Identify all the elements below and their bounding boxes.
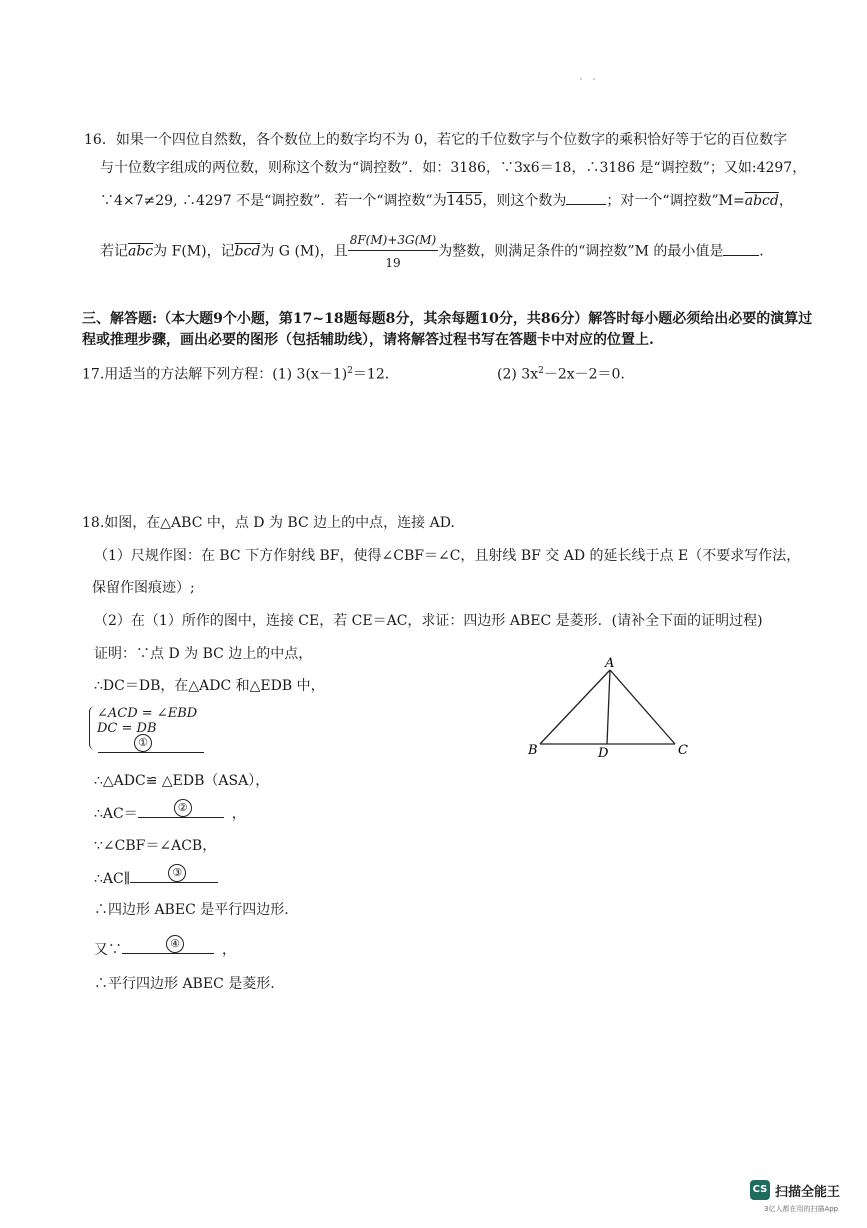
- q17-exponent1: 2: [347, 366, 353, 376]
- circle-number-3: ③: [168, 864, 186, 882]
- q16-line3-text: ∵4×7≠29, ∴4297 不是“调控数”．若一个“调控数”为: [100, 193, 447, 209]
- section3-heading-line1: 三、解答题:（本大题9个小题，第17~18题每题8分，其余每题10分，共86分）解答时每小题必须给出必要的演算过: [82, 311, 813, 327]
- proof-line7: ∴四边形 ABEC 是平行四边形.: [94, 902, 289, 918]
- median-ad: [607, 670, 610, 744]
- blank-3[interactable]: [130, 868, 218, 883]
- brace-line1: ∠ACD = ∠EBD: [97, 706, 198, 721]
- q17-equation2-rhs: －2x－2＝0．: [543, 366, 635, 383]
- q16-answer-blank-2[interactable]: [723, 241, 759, 256]
- vertex-label-b: B: [528, 743, 538, 758]
- q16-answer-blank-1[interactable]: [566, 190, 606, 205]
- triangle-figure: [520, 650, 700, 765]
- blank-2[interactable]: [138, 803, 224, 818]
- fraction-denominator: 19: [385, 256, 401, 270]
- circle-number-4: ④: [166, 935, 184, 953]
- proof-line8-text: 又∵: [94, 942, 122, 958]
- q18-intro: 18.如图，在△ABC 中，点 D 为 BC 边上的中点，连接 AD.: [82, 515, 455, 531]
- proof-line4: [94, 803, 246, 824]
- camscanner-logo: CS: [750, 1180, 770, 1200]
- watermark-subtitle: 3亿人都在用的扫描App: [764, 1205, 839, 1213]
- side-ac: [610, 670, 675, 744]
- proof-line3: ∴△ADC≌ △EDB（ASA），: [94, 773, 270, 789]
- q16-fraction: [348, 230, 439, 273]
- q16-bcd: $\overline{bcd}$: [234, 243, 261, 260]
- q16-abc: $\overline{abc}$: [128, 243, 154, 260]
- q16-number-1455: 1455: [446, 193, 483, 209]
- circle-number-2: ②: [174, 799, 192, 817]
- q16-line2: 与十位数字组成的两位数，则称这个数为“调控数”．如：3186，∵3x6＝18，∴3186 是“调控数”；又如:4297，: [100, 160, 807, 176]
- scan-artifact: [580, 78, 596, 80]
- proof-line4-text: ∴AC＝: [94, 806, 138, 822]
- q16-line4-text3: 为 G (M)，且: [260, 243, 348, 260]
- proof-line4-comma: ，: [231, 806, 246, 822]
- fraction-numerator: 8F(M)+3G(M): [348, 230, 439, 251]
- q17-part1: [82, 361, 399, 385]
- proof-line6-text: ∴AC∥: [94, 871, 131, 887]
- vertex-label-a: A: [605, 656, 615, 671]
- point-label-d: D: [598, 746, 609, 761]
- watermark-brand: 扫描全能王: [775, 1185, 841, 1200]
- q16-line4: [100, 230, 773, 273]
- q18-part1-line1: （1）尺规作图：在 BC 下方作射线 BF，使得∠CBF＝∠C，且射线 BF 交 AD 的延长线于点 E（不要求写作法，: [94, 548, 801, 564]
- blank-1[interactable]: [98, 738, 204, 753]
- side-ab: [540, 670, 610, 744]
- proof-line8: [94, 939, 236, 960]
- q16-line3-text2: ，则这个数为: [482, 193, 567, 209]
- brace-line3: [98, 738, 204, 757]
- q16-line3-comma: ，: [778, 193, 793, 209]
- q17-exponent2: 2: [538, 366, 544, 376]
- q16-line4-period: ．: [759, 243, 774, 260]
- q17-equation1-rhs: ＝12．: [352, 366, 399, 383]
- proof-line5: ∵∠CBF＝∠ACB，: [94, 838, 217, 854]
- q17-part2: [497, 361, 634, 385]
- blank-4[interactable]: [122, 939, 214, 954]
- section3-heading-line2: 程或推理步骤，画出必要的图形（包括辅助线），请将解答过程书写在答题卡中对应的位置上.: [82, 332, 654, 348]
- system-brace: [89, 706, 96, 750]
- q17-equation2: (2) 3x: [497, 366, 539, 383]
- q16-line3: [100, 190, 793, 211]
- proof-line2: ∴DC＝DB，在△ADC 和△EDB 中，: [94, 678, 325, 694]
- proof-line9: ∴平行四边形 ABEC 是菱形.: [94, 976, 275, 992]
- q16-line4-text: 若记: [100, 243, 128, 260]
- brace-line2: DC = DB: [97, 721, 157, 736]
- proof-line8-comma: ，: [222, 942, 236, 958]
- q16-abcd: abcd: [744, 193, 779, 209]
- q16-line3-text3: ；对一个“调控数”M=: [606, 193, 745, 209]
- q16-line4-text2: 为 F(M)，记: [153, 243, 235, 260]
- q18-part2: （2）在（1）所作的图中，连接 CE，若 CE＝AC，求证：四边形 ABEC 是菱形．(请补全下面的证明过程): [94, 613, 763, 629]
- circle-number-1: ①: [134, 734, 152, 752]
- proof-line1: 证明：∵点 D 为 BC 边上的中点，: [94, 646, 313, 662]
- q18-part1-line2: 保留作图痕迹）;: [92, 580, 195, 596]
- q16-line1: 16．如果一个四位自然数，各个数位上的数字均不为 0，若它的千位数字与个位数字的乘积恰好等于它的百位数字: [84, 132, 788, 148]
- q16-line4-text4: 为整数，则满足条件的“调控数”M 的最小值是: [438, 243, 724, 260]
- proof-line6: [94, 868, 218, 889]
- vertex-label-c: C: [678, 743, 688, 758]
- q17-equation1: 17.用适当的方法解下列方程：(1) 3(x－1): [82, 366, 348, 383]
